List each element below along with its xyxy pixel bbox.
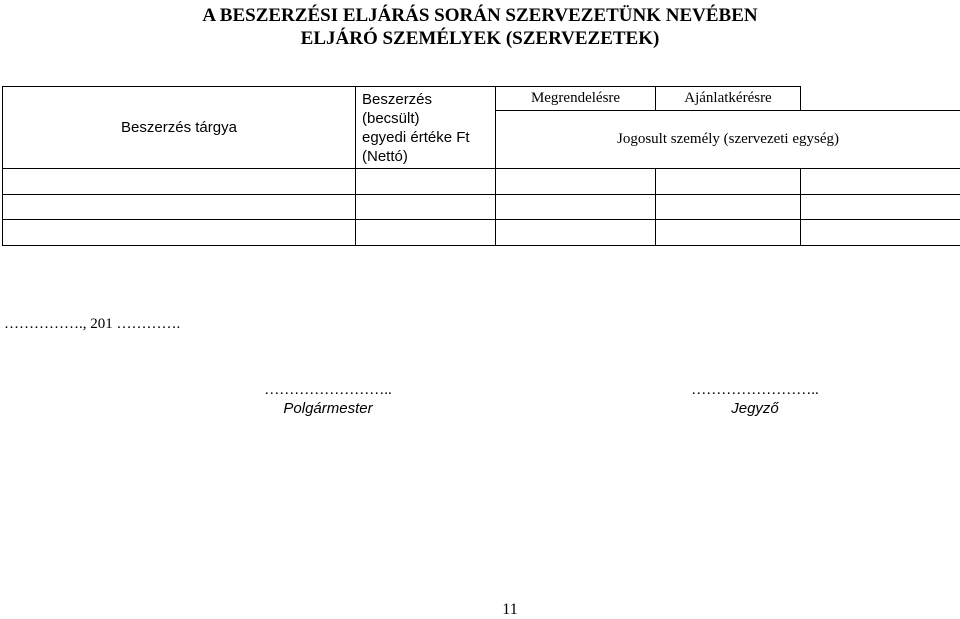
- header-subject: Beszerzés tárgya: [3, 87, 356, 169]
- table-cell[interactable]: [3, 169, 356, 195]
- table-cell[interactable]: [496, 195, 656, 220]
- page-number: 11: [0, 601, 960, 619]
- table-cell[interactable]: [801, 169, 960, 195]
- signature-role-mayor: Polgármester: [240, 399, 416, 419]
- header-order: Megrendelésre: [496, 87, 656, 111]
- header-value-line-3: egyedi értéke Ft: [362, 128, 495, 147]
- table-row: [3, 169, 960, 195]
- header-value: [356, 87, 496, 169]
- table-cell[interactable]: [496, 220, 656, 246]
- header-empty-cell: [801, 87, 960, 111]
- table-cell[interactable]: [3, 220, 356, 246]
- table-cell[interactable]: [656, 195, 801, 220]
- header-quote: Ajánlatkérésre: [656, 87, 801, 111]
- table-cell[interactable]: [656, 220, 801, 246]
- table-row: [3, 195, 960, 220]
- signature-role-notary: Jegyző: [680, 399, 830, 419]
- table-cell[interactable]: [356, 195, 496, 220]
- header-value-line-2: (becsült): [362, 109, 495, 128]
- date-line: ……………., 201 ………….: [4, 316, 180, 333]
- table-cell[interactable]: [3, 195, 356, 220]
- signature-mayor: [240, 381, 416, 419]
- document-title: [0, 4, 960, 50]
- signature-line-right: ……………………..: [680, 381, 830, 399]
- header-value-line-1: Beszerzés: [362, 90, 495, 109]
- table-cell[interactable]: [496, 169, 656, 195]
- signature-notary: [680, 381, 830, 419]
- table-cell[interactable]: [656, 169, 801, 195]
- table-row: [3, 220, 960, 246]
- table-cell[interactable]: [801, 195, 960, 220]
- header-value-line-4: (Nettó): [362, 147, 495, 166]
- header-authorized: Jogosult személy (szervezeti egység): [496, 111, 960, 169]
- table-cell[interactable]: [801, 220, 960, 246]
- signature-line-left: ……………………..: [240, 381, 416, 399]
- title-line-2: ELJÁRÓ SZEMÉLYEK (SZERVEZETEK): [0, 27, 960, 50]
- table-cell[interactable]: [356, 169, 496, 195]
- procurement-table: [2, 86, 960, 246]
- title-line-1: A BESZERZÉSI ELJÁRÁS SORÁN SZERVEZETÜNK NEVÉBEN: [0, 4, 960, 27]
- table-cell[interactable]: [356, 220, 496, 246]
